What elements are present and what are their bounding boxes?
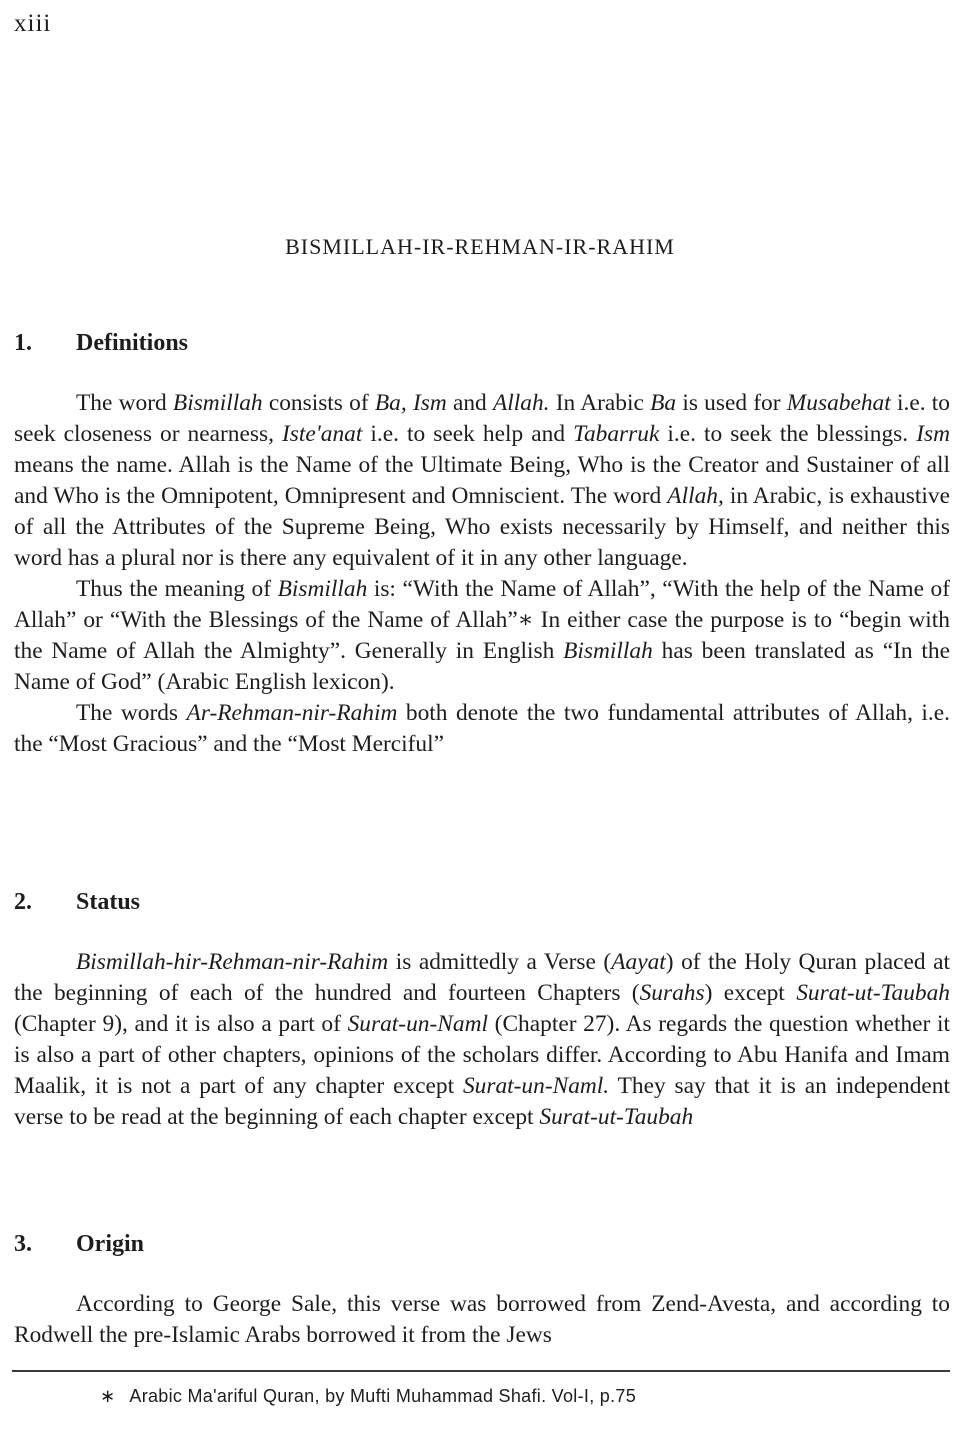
text-run: is admittedly a Verse ( bbox=[388, 949, 612, 975]
text-run: According to George Sale, this verse was borrowed from Zend-Avesta, and according to Rodwell the pre-Islamic Arabs borrowed it from the Jews bbox=[14, 1291, 950, 1348]
section-definitions bbox=[14, 326, 950, 760]
page-number: xiii bbox=[14, 10, 52, 37]
section-heading bbox=[14, 1227, 950, 1261]
text-run: The word bbox=[76, 390, 173, 416]
footnote-text: Arabic Ma'ariful Quran, by Mufti Muhammad Shafi. Vol-I, p.75 bbox=[129, 1386, 637, 1406]
page-title: BISMILLAH-IR-REHMAN-IR-RAHIM bbox=[285, 234, 675, 259]
footnote bbox=[100, 1386, 636, 1407]
italic-term: Surat-ut-Taubah bbox=[539, 1104, 694, 1130]
text-run: i.e. to seek help and bbox=[362, 421, 574, 447]
section-title: Status bbox=[76, 889, 141, 915]
section-number: 2. bbox=[14, 889, 32, 915]
text-run: Thus the meaning of bbox=[76, 576, 278, 602]
footnote-mark: ∗ bbox=[100, 1386, 116, 1406]
italic-term: Tabarruk bbox=[573, 421, 660, 447]
text-run: In Arabic bbox=[549, 390, 651, 416]
italic-term: Allah, bbox=[667, 483, 724, 509]
section-number: 3. bbox=[14, 1231, 32, 1257]
text-run: i.e. to seek the blessings. bbox=[659, 421, 917, 447]
text-run: They say that it is an independent verse to be read at the beginning of each chapter except bbox=[14, 1073, 950, 1130]
italic-term: Aayat bbox=[611, 949, 666, 975]
paragraph bbox=[14, 947, 950, 1133]
text-run: ) of the Holy Quran placed at the beginning of each of the hundred and fourteen Chapters ( bbox=[14, 949, 950, 1006]
italic-term: Bismillah bbox=[172, 390, 263, 416]
italic-term: Allah. bbox=[493, 390, 550, 416]
text-run: in Arabic, is exhaustive of all the Attributes of the Supreme Being, Who exists necessarily by Himself, and neither this word has a plural nor is there any equivalent of it in any other language. bbox=[14, 483, 950, 571]
text-run: is used for bbox=[676, 390, 787, 416]
italic-term: Surat-un-Naml bbox=[347, 1011, 488, 1037]
text-run: ) except bbox=[704, 980, 797, 1006]
italic-term: Surat-ut-Taubah bbox=[796, 980, 950, 1006]
paragraph bbox=[14, 388, 950, 574]
italic-term: Ba, Ism bbox=[374, 390, 447, 416]
text-run: (Chapter 9), and it is also a part of bbox=[14, 1011, 348, 1037]
section-title: Definitions bbox=[76, 330, 189, 356]
italic-term: Ar-Rehman-nir-Rahim bbox=[186, 700, 398, 726]
text-run: consists of bbox=[262, 390, 375, 416]
section-status bbox=[14, 885, 950, 1133]
italic-term: Surahs bbox=[639, 980, 705, 1006]
text-run: (Chapter 27). As regards the question whether it is also a part of other chapters, opinions of the scholars differ. According to Abu Hanifa and Imam Maalik, it is not a part of any chapter except bbox=[14, 1011, 951, 1099]
paragraph bbox=[14, 1289, 950, 1351]
section-number: 1. bbox=[14, 330, 32, 356]
italic-term: Iste'anat bbox=[282, 421, 363, 447]
text-run: is: “With the Name of Allah”, “With the help of the Name of Allah” or “With the Blessings of the Name of Allah”∗ In either case the purpose is to “begin with the Name of Allah the Almighty”. Generally in English bbox=[14, 576, 951, 664]
italic-term: Bismillah bbox=[277, 576, 368, 602]
section-title: Origin bbox=[76, 1231, 145, 1257]
italic-term: Musabehat bbox=[786, 390, 891, 416]
text-run: and bbox=[446, 390, 493, 416]
section-heading bbox=[14, 885, 950, 919]
italic-term: Ism bbox=[916, 421, 950, 447]
italic-term: Surat-un-Naml. bbox=[462, 1073, 610, 1099]
section-origin bbox=[14, 1227, 950, 1351]
paragraph bbox=[14, 574, 950, 698]
text-run: The words bbox=[76, 700, 187, 726]
italic-term: Bismillah bbox=[563, 638, 653, 664]
italic-term: Ba bbox=[650, 390, 677, 416]
text-run: i.e. to seek closeness or nearness, bbox=[14, 390, 950, 447]
text-run: means the name. Allah is the Name of the Ultimate Being, Who is the Creator and Sustainer of all and Who is the Omnipotent, Omnipresent and Omniscient. The word bbox=[14, 452, 950, 509]
paragraph bbox=[14, 698, 950, 760]
footnote-divider bbox=[12, 1370, 950, 1372]
italic-term: Bismillah-hir-Rehman-nir-Rahim bbox=[76, 949, 389, 975]
text-run: has been translated as “In the Name of God” (Arabic English lexicon). bbox=[14, 638, 950, 695]
section-heading bbox=[14, 326, 950, 360]
text-run: both denote the two fundamental attributes of Allah, i.e. the “Most Gracious” and the “Most Merciful” bbox=[14, 700, 950, 757]
